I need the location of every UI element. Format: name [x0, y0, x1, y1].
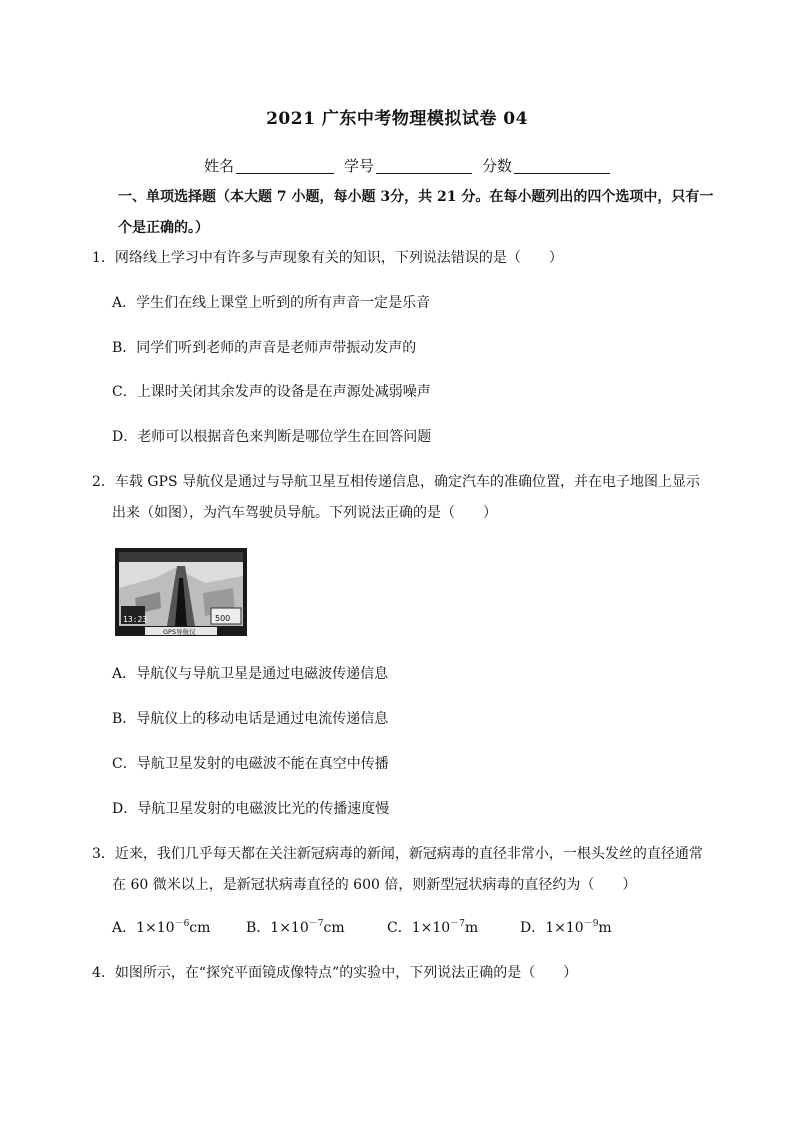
question-3-option-d	[520, 918, 612, 940]
name-blank	[236, 159, 334, 174]
question-2-option-c: C．导航卫星发射的电磁波不能在真空中传播	[112, 756, 389, 772]
option-b-unit: cm	[323, 920, 345, 936]
score-blank	[514, 159, 610, 174]
question-1-option-d: D．老师可以根据音色来判断是哪位学生在回答问题	[112, 429, 432, 445]
option-d-base: D．1×10	[520, 920, 584, 936]
score-label: 分数	[482, 157, 513, 175]
option-c-base: C．1×10	[387, 920, 451, 936]
option-b-base: B．1×10	[246, 920, 309, 936]
question-2-option-d: D．导航卫星发射的电磁波比光的传播速度慢	[112, 801, 390, 817]
question-3-option-c	[387, 918, 478, 940]
gps-navigator-figure	[115, 548, 247, 636]
name-label: 姓名	[204, 157, 235, 175]
id-label: 学号	[344, 157, 375, 175]
question-3-option-b	[246, 918, 345, 940]
question-3-stem-line2: 在 60 微米以上，是新冠状病毒直径的 600 倍，则新型冠状病毒的直径约为（ ）	[112, 877, 637, 893]
question-4-stem: 4．如图所示，在“探究平面镜成像特点”的实验中，下列说法正确的是（ ）	[92, 965, 578, 981]
section-heading-line2: 个是正确的。）	[118, 220, 209, 236]
gps-figure-caption: GPS导航仪	[163, 628, 196, 636]
question-2-stem-line2: 出来（如图），为汽车驾驶员导航。下列说法正确的是（ ）	[112, 505, 497, 521]
question-1-option-c: C．上课时关闭其余发声的设备是在声源处减弱噪声	[112, 384, 431, 400]
section-heading-line1: 一、单项选择题（本大题 7 小题，每小题 3分，共 21 分。在每小题列出的四个选项中，只有一	[118, 189, 714, 205]
question-1-option-a: A．学生们在线上课堂上听到的所有声音一定是乐音	[112, 295, 431, 311]
option-d-exponent: －9	[583, 919, 599, 929]
option-d-unit: m	[598, 920, 612, 936]
gps-distance-readout: 500	[215, 614, 231, 623]
option-a-exponent: －6	[174, 919, 190, 929]
question-2-option-a: A．导航仪与导航卫星是通过电磁波传递信息	[112, 666, 389, 682]
question-2-option-b: B．导航仪上的移动电话是通过电流传递信息	[112, 711, 389, 727]
option-a-base: A．1×10	[112, 920, 175, 936]
question-1-option-b: B．同学们听到老师的声音是老师声带振动发声的	[112, 340, 417, 356]
option-a-unit: cm	[189, 920, 211, 936]
option-c-exponent: －7	[450, 919, 465, 929]
gps-time-readout: 13:23	[123, 615, 148, 624]
student-info-line	[204, 155, 620, 176]
question-3-stem-line1: 3．近来，我们几乎每天都在关注新冠病毒的新闻，新冠病毒的直径非常小，一根头发丝的直径通常	[92, 846, 703, 862]
question-2-stem-line1: 2．车载 GPS 导航仪是通过与导航卫星互相传递信息，确定汽车的准确位置，并在电子地图上显示	[92, 474, 700, 490]
page-title: 2021 广东中考物理模拟试卷 04	[266, 109, 528, 129]
question-1-stem: 1．网络线上学习中有许多与声现象有关的知识，下列说法错误的是（ ）	[92, 250, 563, 266]
question-3-option-a	[112, 918, 210, 940]
option-b-exponent: －7	[308, 919, 324, 929]
id-blank	[376, 159, 472, 174]
option-c-unit: m	[464, 920, 479, 936]
